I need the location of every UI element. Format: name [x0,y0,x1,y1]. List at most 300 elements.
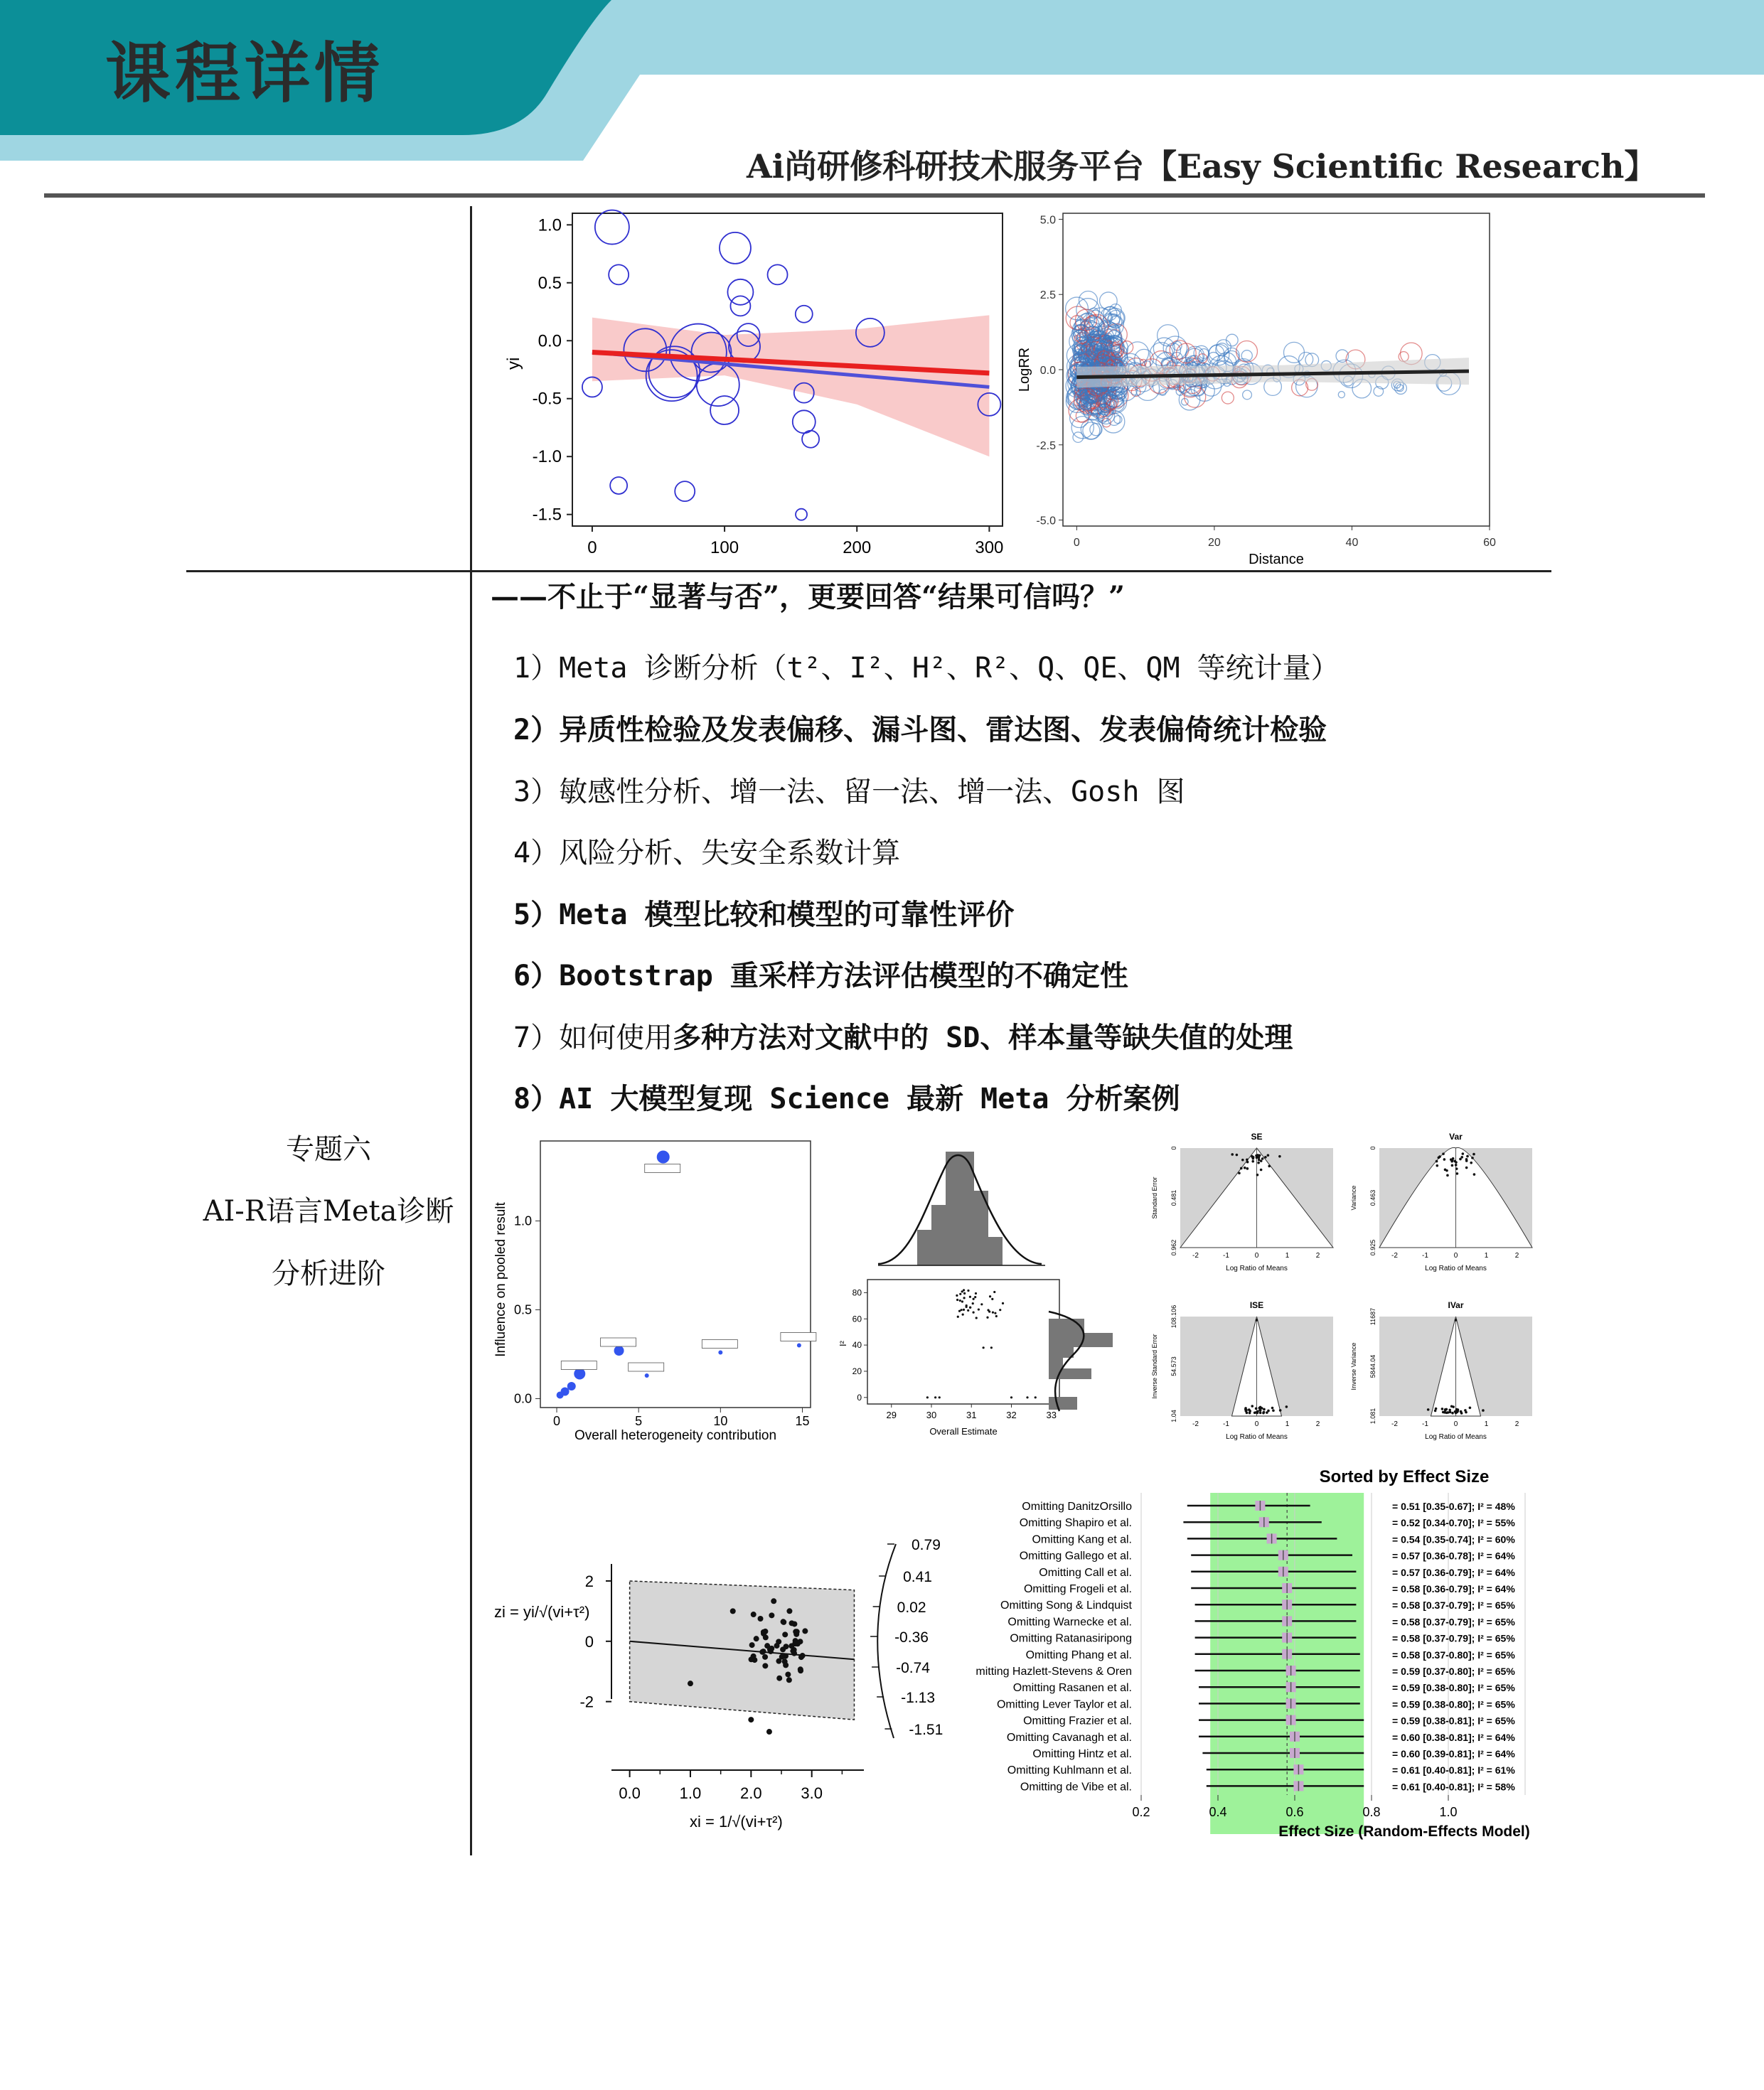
data-point [999,1309,1001,1311]
forest-stat-label: = 0.52 [0.34-0.70]; I² = 55% [1392,1517,1515,1529]
data-point [957,1316,959,1318]
forest-row-label: Omitting Song & Lindquist [1000,1599,1132,1612]
data-point [766,1729,772,1735]
data-point [972,1302,974,1304]
data-point [1455,1167,1458,1170]
funnel-panel-se [1141,1127,1347,1290]
forest-stat-label: = 0.61 [0.40-0.81]; I² = 61% [1392,1764,1515,1776]
x-tick-label: 1 [1484,1420,1489,1428]
data-point [1248,1408,1251,1411]
data-point [1256,1319,1258,1322]
logrr-distance-plot [1013,206,1497,569]
list-item-4: 4）风险分析、失安全系数计算 [513,837,901,869]
y-axis-label: Standard Error [1151,1177,1158,1219]
x-tick-label: 0 [587,538,597,557]
data-point [1259,1412,1262,1415]
data-point [1451,1164,1454,1167]
data-point [1464,1409,1467,1412]
data-point [1256,1157,1258,1159]
data-point [1261,1157,1264,1160]
list-item-7: 7）如何使用多种方法对文献中的 SD、样本量等缺失值的处理 [513,1022,1293,1054]
data-point [1427,1408,1430,1411]
x-tick-label: 0 [1073,537,1080,549]
data-point [783,1644,789,1649]
x-axis-label: Overall heterogeneity contribution [574,1428,777,1443]
y-tick-label: 0.0 [538,331,562,351]
x-tick-label: 2 [1514,1252,1519,1260]
data-point [1238,1172,1241,1174]
y-tick-label: 0.481 [1170,1189,1177,1206]
data-point [961,1300,963,1302]
chart-title: Sorted by Effect Size [1319,1467,1490,1486]
x-tick-label: 2 [1514,1420,1519,1428]
data-point [786,1677,792,1683]
y-axis-label: Inverse Standard Error [1151,1334,1158,1399]
data-point [1246,1167,1249,1170]
data-point [1443,1158,1446,1161]
data-point [763,1634,769,1640]
forest-stat-label: = 0.58 [0.37-0.79]; I² = 65% [1392,1616,1515,1628]
data-point [1444,1169,1447,1172]
y-tick-label: 0 [857,1392,862,1403]
x-tick-label: 0.8 [1362,1805,1381,1819]
x-tick-label: 0 [553,1414,561,1428]
data-point [1451,1412,1454,1415]
data-point [987,1309,989,1311]
forest-row-label: mitting Hazlett-Stevens & Oren [975,1666,1132,1678]
x-tick-label: 0 [1254,1420,1259,1428]
x-axis-label: Log Ratio of Means [1226,1433,1288,1441]
data-point [1278,1155,1281,1158]
x-tick-label: 2 [1315,1420,1320,1428]
data-point [1256,1174,1259,1177]
forest-row-label: Omitting de Vibe et al. [1020,1781,1132,1794]
x-axis-label: Distance [1249,552,1304,567]
radial-galbraith-plot [487,1528,956,1848]
forest-stat-label: = 0.54 [0.35-0.74]; I² = 60% [1392,1533,1515,1545]
data-point [989,1295,991,1297]
x-tick-label: 33 [1046,1410,1057,1420]
data-point [1272,1409,1275,1412]
y-tick-label: 0.925 [1369,1239,1377,1256]
data-point [956,1295,958,1297]
data-point [1436,1164,1438,1167]
data-point [958,1310,961,1312]
x-tick-label: -2 [1192,1252,1199,1260]
x-tick-label: 10 [713,1414,728,1428]
data-point [1253,1411,1256,1414]
data-point [783,1662,789,1668]
data-point [785,1671,791,1677]
data-point [993,1291,995,1293]
topic-line-3: 分析进阶 [272,1258,385,1290]
data-point [969,1307,971,1309]
data-point [991,1298,993,1300]
data-point [769,1646,774,1651]
x-tick-label: 20 [1208,537,1221,549]
forest-row-label: Omitting Frazier et al. [1023,1715,1132,1727]
y-tick-label: 5.0 [1039,214,1056,227]
data-point [974,1296,976,1298]
data-point [797,1344,801,1348]
data-point [1436,1160,1438,1163]
forest-row-label: Omitting Kang et al. [1032,1533,1132,1546]
intro-line: ——不止于“显著与否”，更要回答“结果可信吗？” [491,580,1126,613]
data-point [1267,1154,1270,1157]
data-point [963,1297,965,1299]
x-tick-label: -2 [1391,1420,1398,1428]
data-point [1460,1156,1463,1159]
x-tick-label: 31 [966,1410,977,1420]
forest-stat-label: = 0.59 [0.38-0.81]; I² = 65% [1392,1715,1515,1727]
data-point [1452,1405,1455,1408]
data-point [774,1643,780,1649]
y-tick-label: 0.5 [538,273,562,293]
data-point [1256,1412,1259,1415]
y-tick-label: 20 [852,1366,862,1376]
arc-scale [877,1544,896,1738]
forest-stat-label: = 0.58 [0.37-0.79]; I² = 65% [1392,1632,1515,1644]
data-point [718,1351,722,1355]
data-point [1251,1155,1253,1158]
data-point [990,1346,993,1349]
data-point [730,1608,736,1614]
data-point [1434,1410,1437,1413]
y-tick-label: 54.573 [1170,1356,1177,1376]
y-axis-label: I² [838,1341,848,1346]
data-point [992,1312,994,1314]
y-tick-label: -0.5 [532,389,562,409]
data-point [994,1312,996,1314]
y-tick-label: 80 [852,1287,862,1298]
forest-stat-label: = 0.59 [0.38-0.80]; I² = 65% [1392,1682,1515,1694]
forest-stat-label: = 0.57 [0.36-0.79]; I² = 64% [1392,1566,1515,1578]
data-point [797,1639,803,1644]
forest-row-label: Omitting Rasanen et al. [1012,1682,1132,1695]
data-point [1448,1409,1451,1412]
data-point [1465,1167,1468,1169]
y-axis-label: Influence on pooled result [493,1202,508,1357]
forest-row-label: Omitting Ratanasiripong [1010,1632,1132,1645]
data-point [963,1289,965,1291]
x-tick-label: 0.4 [1209,1805,1227,1819]
x-tick-label: 0.0 [619,1784,641,1802]
x-axis-label: Log Ratio of Means [1425,1433,1487,1441]
data-point [1246,1158,1249,1161]
x-tick-label: 100 [710,538,739,557]
list-item-1: 1）Meta 诊断分析（t²、I²、H²、R²、Q、QE、QM 等统计量） [513,652,1340,685]
data-point [1455,1164,1458,1167]
data-point [688,1681,693,1686]
y-tick-label: 0.5 [513,1302,532,1317]
forest-stat-label: = 0.60 [0.39-0.81]; I² = 64% [1392,1748,1515,1759]
data-point [1460,1410,1463,1413]
y-tick-label: 0 [584,1632,594,1651]
forest-stat-label: = 0.57 [0.36-0.78]; I² = 64% [1392,1550,1515,1562]
list-item-2: 2）异质性检验及发表偏移、漏斗图、雷达图、发表偏倚统计检验 [513,714,1327,746]
data-point [782,1631,788,1637]
arc-tick-label: -0.74 [896,1660,930,1676]
data-point [1285,1405,1288,1408]
data-point [1482,1409,1485,1412]
forest-row-label: Omitting Cavanagh et al. [1006,1731,1132,1744]
page-title: 课程详情 [105,36,385,112]
data-point [761,1649,766,1654]
data-point [758,1616,764,1622]
data-point [567,1382,576,1390]
data-point [962,1313,964,1315]
data-point [749,1642,755,1648]
y-tick-label: 1.04 [1170,1410,1177,1422]
x-tick-label: 40 [1345,537,1359,549]
x-tick-label: 1 [1484,1252,1489,1260]
y-tick-label: 108.106 [1170,1304,1177,1329]
data-point [1452,1157,1455,1160]
data-point [1258,1154,1261,1157]
x-axis-label: xi = 1/√(vi+τ²) [690,1813,783,1831]
data-point [1244,1167,1246,1169]
data-point [762,1654,768,1660]
arc-tick-label: -1.51 [909,1722,944,1738]
forest-row-label: Omitting Kuhlmann et al. [1007,1764,1132,1777]
data-point [1469,1407,1472,1410]
data-point [975,1292,977,1295]
y-tick-label: 11687 [1369,1307,1377,1326]
data-point [1241,1159,1244,1162]
data-point [995,1315,998,1317]
x-tick-label: -1 [1223,1252,1229,1260]
data-point [1002,1302,1004,1304]
y-tick-label: -1.5 [532,505,562,525]
y-tick-label: 1.0 [538,215,562,235]
data-point [1251,1160,1254,1163]
arc-tick-label: 0.41 [903,1569,932,1585]
forest-stat-label: = 0.59 [0.38-0.80]; I² = 65% [1392,1698,1515,1710]
x-tick-label: 0 [1453,1420,1458,1428]
data-point [1472,1153,1475,1156]
data-point [1245,1409,1248,1412]
x-tick-label: -1 [1422,1420,1428,1428]
data-point [1444,1409,1447,1412]
data-point [1259,1409,1262,1412]
x-tick-label: 1.0 [1439,1805,1458,1819]
x-tick-label: 29 [886,1410,897,1420]
funnel-panel-var [1340,1127,1546,1290]
data-point [657,1151,670,1164]
y-tick-label: 5844.04 [1369,1354,1377,1378]
forest-stat-label: = 0.60 [0.38-0.81]; I² = 64% [1392,1731,1515,1743]
data-point [980,1303,983,1305]
arc-tick-label: 0.79 [912,1537,941,1553]
data-point [789,1643,794,1649]
data-point [1257,1162,1260,1164]
data-point [751,1612,757,1617]
panel-title: SE [1251,1132,1263,1142]
x-tick-label: -1 [1223,1420,1229,1428]
x-tick-label: 1.0 [679,1784,702,1802]
topic-line-2: AI-R语言Meta诊断 [203,1195,454,1228]
x-tick-label: 3.0 [801,1784,823,1802]
data-point [1240,1167,1243,1170]
data-point [1035,1396,1037,1398]
data-point [1255,1408,1258,1410]
data-point [1249,1412,1251,1415]
data-point [967,1309,969,1312]
data-point [800,1653,806,1658]
x-tick-label: -2 [1192,1420,1199,1428]
y-axis-label: zi = yi/√(vi+τ²) [494,1603,590,1621]
x-tick-label: 32 [1006,1410,1017,1420]
data-point [1251,1405,1253,1408]
forest-row-label: Omitting Call et al. [1039,1566,1132,1579]
x-axis-label: Log Ratio of Means [1425,1265,1487,1272]
forest-row-label: Omitting Shapiro et al. [1019,1517,1132,1530]
x-tick-label: 2 [1315,1252,1320,1260]
y-tick-label: 0.0 [513,1391,532,1406]
forest-row-label: Omitting Phang et al. [1025,1649,1132,1661]
x-tick-label: 200 [843,538,872,557]
data-point [1456,1172,1459,1175]
gosh-plot [839,1137,1138,1443]
data-point [978,1308,980,1310]
data-point [776,1676,782,1681]
data-point [986,1317,988,1319]
data-point [1261,1407,1263,1410]
list-item-3: 3）敏感性分析、增一法、留一法、增一法、Gosh 图 [513,776,1185,808]
forest-stat-label: = 0.59 [0.37-0.80]; I² = 65% [1392,1666,1515,1677]
y-tick-label: 60 [852,1314,862,1324]
panel-title: Var [1449,1132,1463,1142]
data-point [973,1298,975,1300]
data-point [557,1392,564,1399]
data-point [983,1346,985,1349]
data-point [975,1317,978,1319]
data-point [1449,1411,1452,1414]
list-item-5: 5）Meta 模型比较和模型的可靠性评价 [513,899,1015,931]
data-point [769,1612,774,1618]
data-point [1455,1161,1458,1164]
x-tick-label: 30 [926,1410,937,1420]
data-point [751,1654,757,1659]
x-tick-label: 5 [635,1414,643,1428]
data-point [1264,1156,1267,1159]
data-point [1450,1160,1453,1163]
forest-row-label: Omitting DanitzOrsillo [1022,1501,1132,1513]
x-tick-label: 1 [1285,1252,1290,1260]
list-item-6: 6）Bootstrap 重采样方法评估模型的不确定性 [513,960,1128,992]
data-point [1442,1152,1445,1155]
forest-stat-label: = 0.61 [0.40-0.81]; I² = 58% [1392,1781,1515,1793]
x-tick-label: 0 [1254,1252,1259,1260]
data-point [1246,1161,1249,1164]
y-tick-label: 1.0 [513,1213,532,1228]
data-point [1279,1409,1282,1412]
data-point [959,1293,961,1295]
y-tick-label: 0.0 [1039,365,1056,377]
topic-line-1: 专题六 [286,1133,371,1166]
data-point [771,1598,776,1604]
funnel-panel-ise [1141,1295,1347,1459]
forest-row-label: Omitting Gallego et al. [1019,1550,1132,1563]
y-axis-label: LogRR [1017,347,1032,392]
x-axis-label: Effect Size (Random-Effects Model) [1278,1823,1530,1840]
data-point [754,1636,759,1641]
data-point [967,1290,969,1292]
forest-row-label: Omitting Warnecke et al. [1007,1616,1132,1629]
y-tick-label: 0 [1170,1146,1177,1150]
data-point [926,1396,929,1398]
data-point [1236,1154,1239,1157]
forest-row-label: Omitting Frogeli et al. [1023,1583,1132,1595]
data-point [762,1663,768,1668]
y-tick-label: -5.0 [1036,515,1056,527]
data-point [781,1619,786,1624]
panel-title: IVar [1448,1300,1464,1310]
data-point [1271,1407,1274,1410]
forest-stat-label: = 0.58 [0.37-0.79]; I² = 65% [1392,1599,1515,1612]
data-point [574,1368,585,1380]
forest-row-label: Omitting Lever Taylor et al. [996,1698,1132,1711]
x-axis-label: Log Ratio of Means [1226,1265,1288,1272]
data-point [1447,1411,1450,1414]
data-point [1010,1396,1012,1398]
data-point [1268,1165,1271,1168]
data-point [791,1651,797,1656]
x-axis-label: Overall Estimate [929,1426,998,1437]
data-point [1262,1412,1265,1415]
meta-regression-bubble-plot [498,206,1013,569]
data-point [786,1608,792,1614]
table-column-divider [470,206,472,1855]
forest-stat-label: = 0.51 [0.35-0.67]; I² = 48% [1392,1501,1515,1512]
list-item-8: 8）AI 大模型复现 Science 最新 Meta 分析案例 [513,1083,1180,1115]
data-point [1465,1159,1468,1162]
data-point [1443,1411,1446,1414]
data-point [1258,1407,1261,1410]
data-point [748,1717,754,1722]
panel-title: ISE [1249,1300,1264,1310]
data-point [1263,1408,1266,1411]
y-tick-label: -1.0 [532,447,562,467]
y-tick-label: 2.5 [1039,289,1056,302]
data-point [798,1666,803,1672]
y-tick-label: 0 [1369,1146,1377,1150]
arc-tick-label: 0.02 [897,1599,926,1616]
data-point [1260,1159,1263,1162]
data-point [1260,1169,1263,1172]
data-point [645,1373,649,1378]
leave-one-out-forest-plot [967,1461,1749,1848]
data-point [1473,1173,1476,1176]
data-point [1438,1157,1440,1159]
arc-tick-label: -0.36 [894,1629,929,1646]
data-point [966,1304,968,1307]
x-tick-label: 1 [1285,1420,1290,1428]
arc-tick-label: -1.13 [901,1690,936,1706]
table-row-divider [186,570,1551,572]
x-tick-label: 60 [1483,537,1496,549]
data-point [1471,1157,1474,1159]
forest-row-label: Omitting Hintz et al. [1032,1748,1132,1760]
data-point [791,1621,797,1627]
funnel-panel-ivar [1340,1295,1546,1459]
data-point [1441,1408,1444,1410]
x-tick-label: -1 [1422,1252,1428,1260]
header-divider [44,193,1705,198]
data-point [939,1396,941,1398]
data-point [969,1296,971,1298]
top-histogram [878,1152,1045,1265]
